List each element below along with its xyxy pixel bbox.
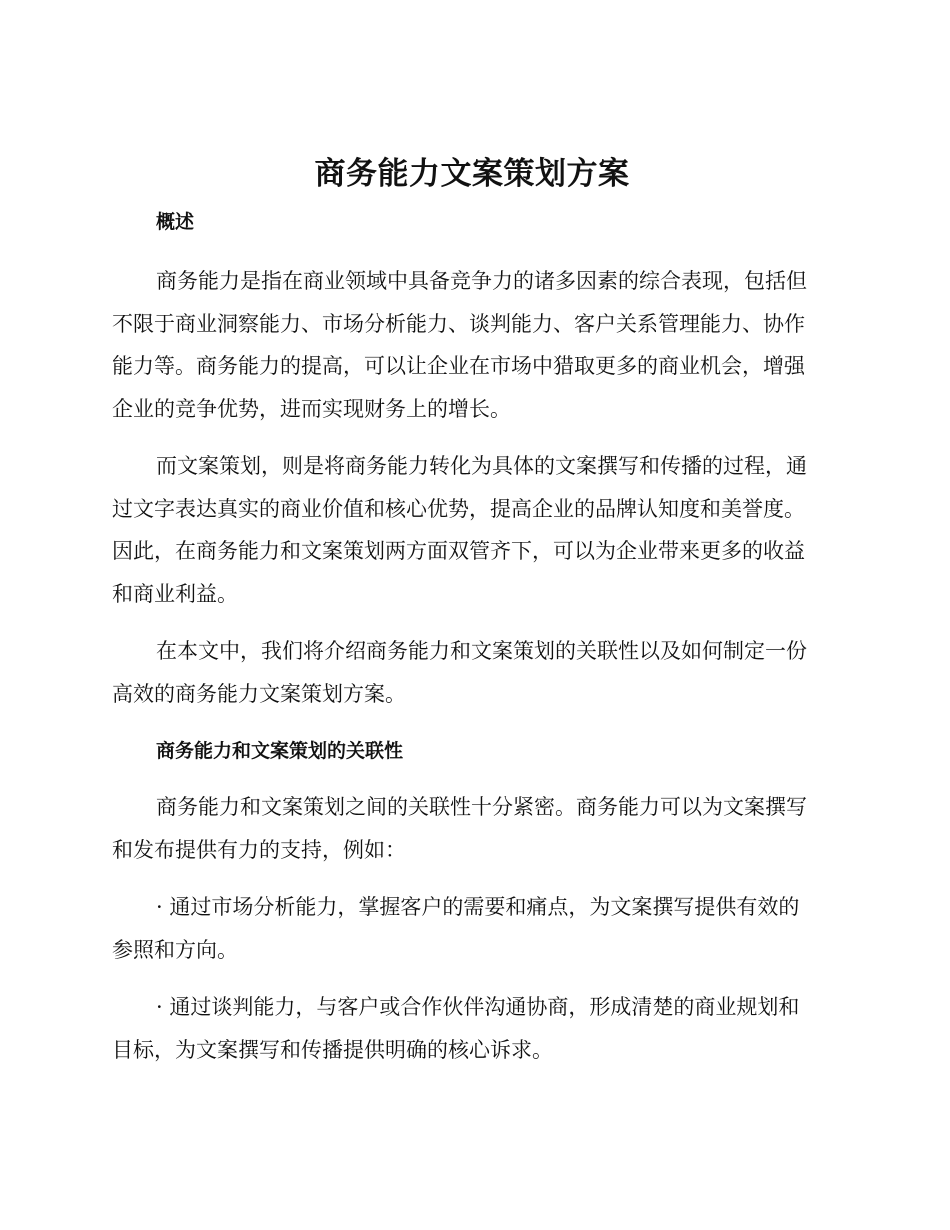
paragraph-line: 不限于商业洞察能力、市场分析能力、谈判能力、客户关系管理能力、协作 bbox=[112, 311, 805, 336]
paragraph-line: 参照和方向。 bbox=[112, 937, 238, 962]
paragraph bbox=[112, 260, 832, 430]
section-heading: 商务能力和文案策划的关联性 bbox=[156, 740, 404, 762]
paragraph bbox=[112, 445, 832, 615]
paragraph-line: 能力等。商务能力的提高，可以让企业在市场中猎取更多的商业机会，增强 bbox=[112, 354, 805, 378]
paragraph-line: 过文字表达真实的商业价值和核心优势，提高企业的品牌认知度和美誉度。 bbox=[112, 496, 805, 521]
paragraph-line: 高效的商务能力文案策划方案。 bbox=[112, 681, 406, 706]
paragraph-line: 因此，在商务能力和文案策划两方面双管齐下，可以为企业带来更多的收益 bbox=[112, 539, 805, 563]
paragraph-line: · 通过谈判能力，与客户或合作伙伴沟通协商，形成清楚的商业规划和 bbox=[156, 995, 800, 1019]
section-relationship bbox=[112, 734, 832, 1071]
paragraph-line: · 通过市场分析能力，掌握客户的需要和痛点，为文案撰写提供有效的 bbox=[156, 895, 800, 919]
paragraph-line: 在本文中，我们将介绍商务能力和文案策划的关联性以及如何制定一份 bbox=[156, 639, 807, 663]
paragraph-line: 企业的竞争优势，进而实现财务上的增长。 bbox=[112, 396, 511, 421]
section-overview bbox=[112, 205, 832, 715]
bullet-item bbox=[112, 886, 832, 971]
section-heading: 概述 bbox=[156, 211, 195, 233]
document-title: 商务能力文案策划方案 bbox=[314, 156, 630, 192]
paragraph-line: 商务能力是指在商业领域中具备竞争力的诸多因素的综合表现，包括但 bbox=[156, 269, 807, 293]
document-page bbox=[112, 148, 832, 1071]
paragraph-line: 商务能力和文案策划之间的关联性十分紧密。商务能力可以为文案撰写 bbox=[156, 795, 807, 819]
paragraph-line: 和发布提供有力的支持，例如： bbox=[112, 837, 406, 862]
paragraph-line: 和商业利益。 bbox=[112, 581, 238, 606]
paragraph bbox=[112, 786, 832, 871]
paragraph bbox=[112, 630, 832, 715]
paragraph-line: 目标，为文案撰写和传播提供明确的核心诉求。 bbox=[112, 1037, 553, 1062]
paragraph-line: 而文案策划，则是将商务能力转化为具体的文案撰写和传播的过程，通 bbox=[156, 454, 807, 478]
bullet-item bbox=[112, 986, 832, 1071]
